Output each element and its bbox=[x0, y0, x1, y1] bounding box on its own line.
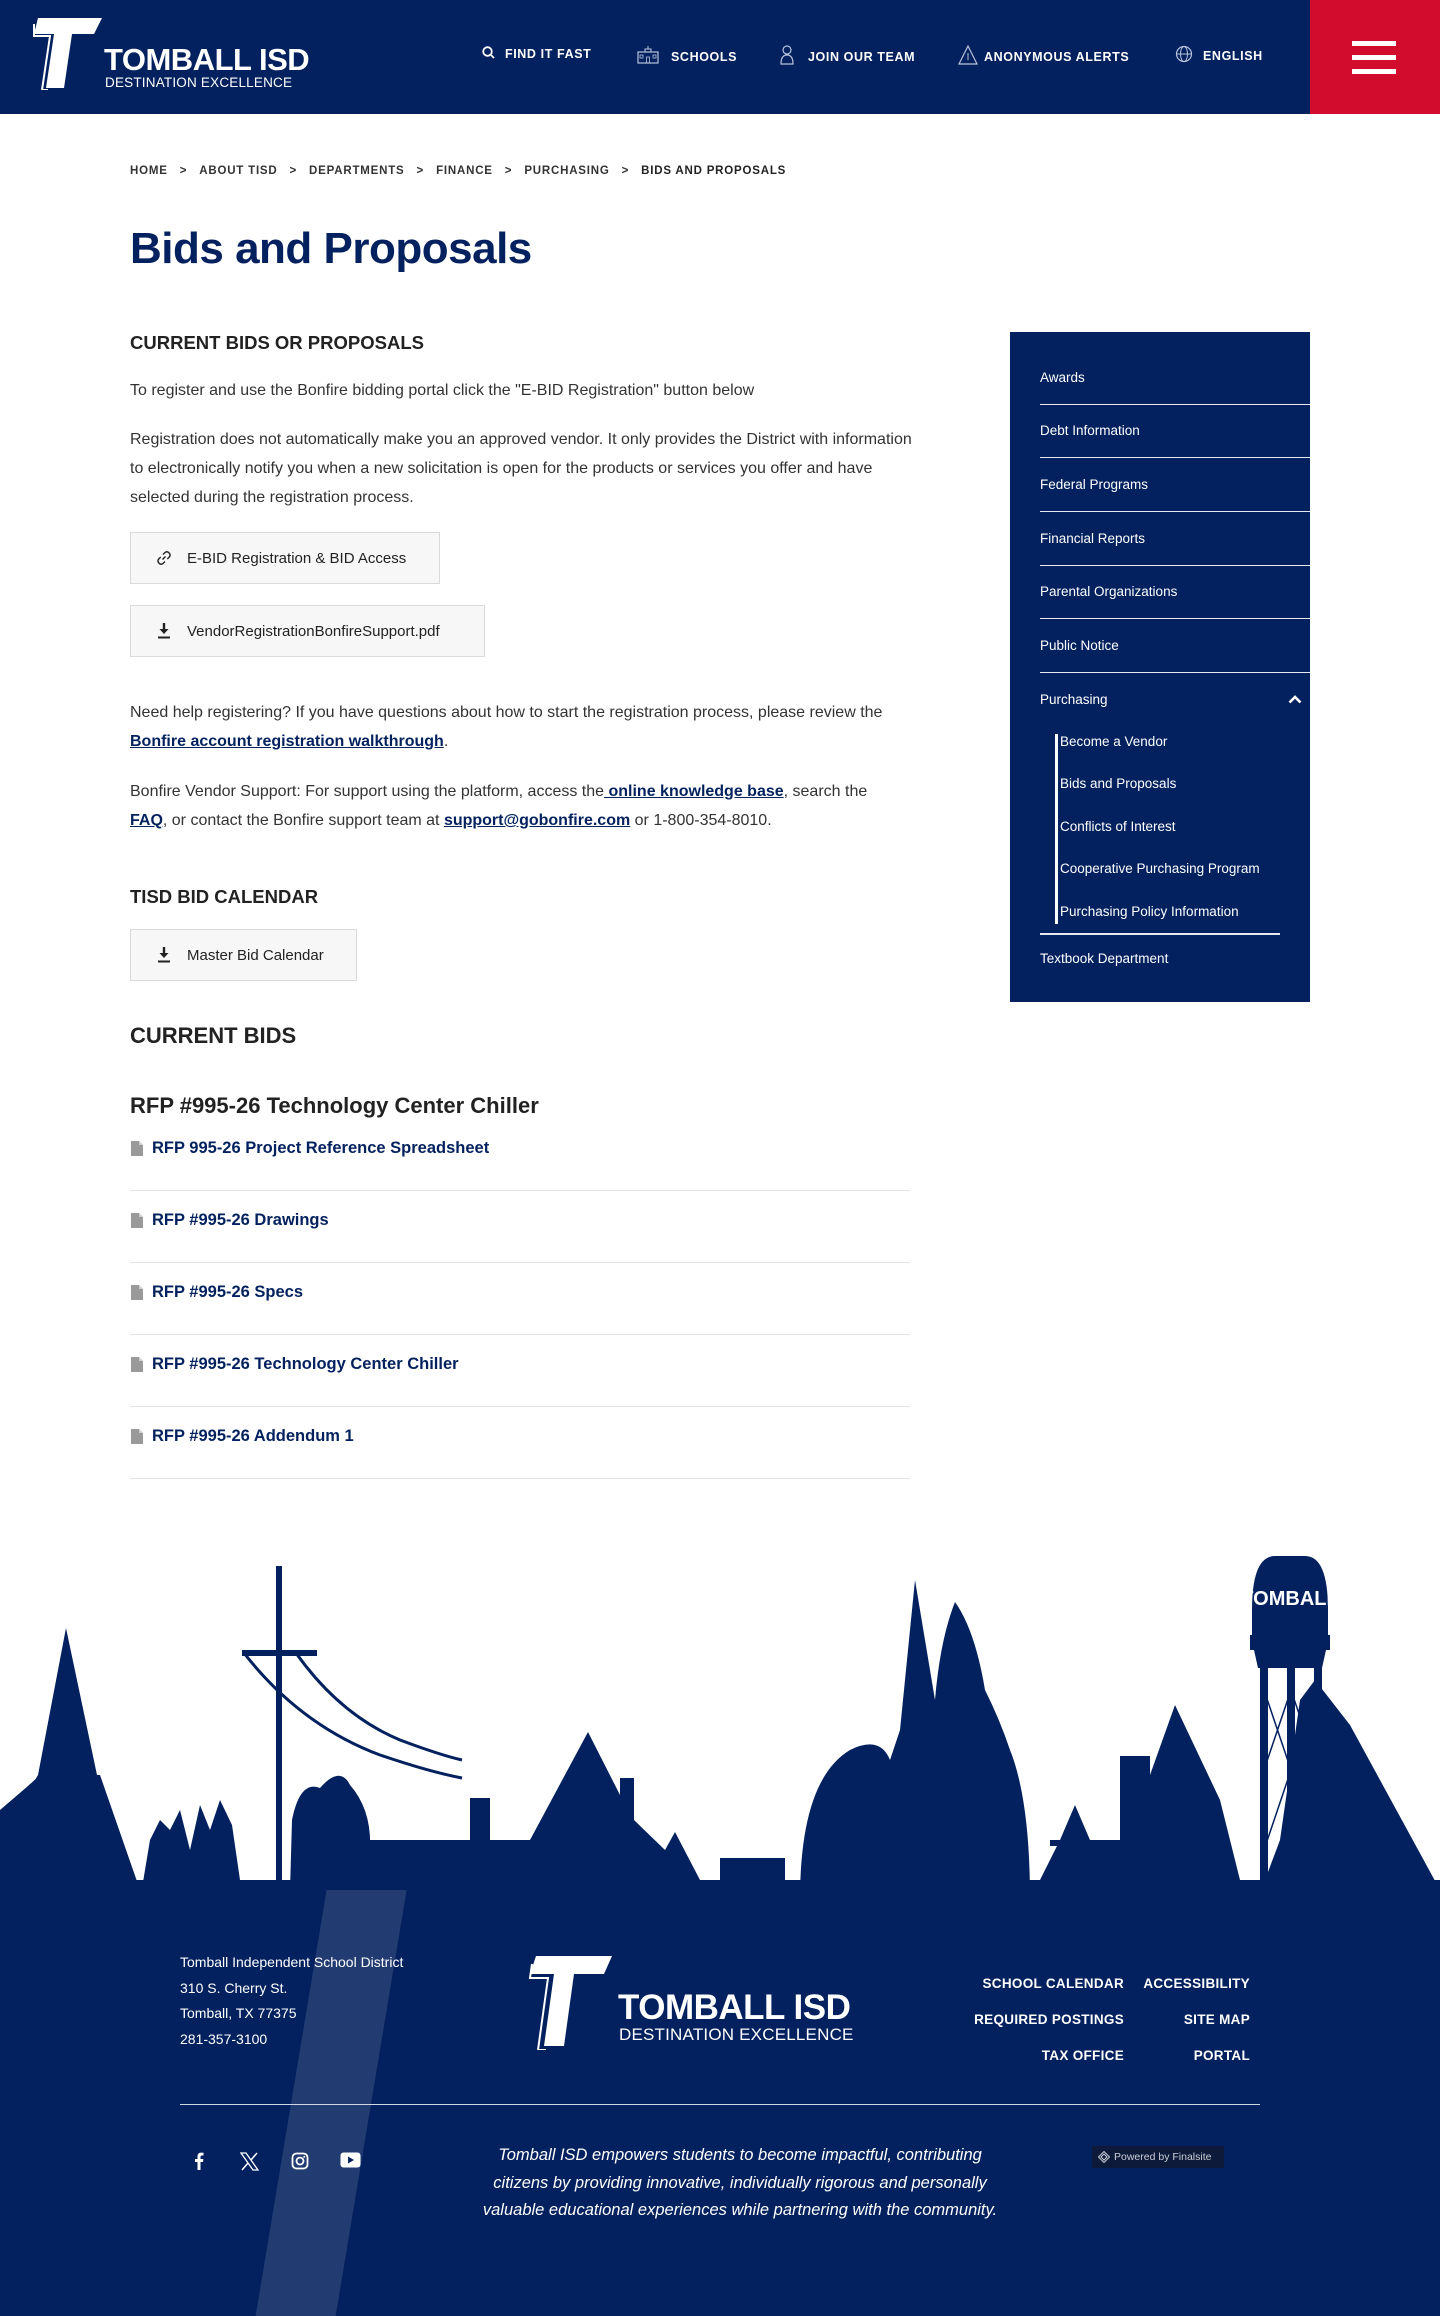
facebook-link[interactable] bbox=[194, 2152, 204, 2170]
current-bids-title: CURRENT BIDS bbox=[130, 1023, 297, 1048]
footer-logo[interactable] bbox=[528, 1954, 888, 2054]
breadcrumb-separator: > bbox=[416, 165, 425, 177]
district-name: Tomball Independent School District bbox=[180, 1954, 404, 1970]
document-icon bbox=[130, 1356, 144, 1373]
document-icon bbox=[130, 1212, 144, 1229]
faq-link[interactable]: FAQ bbox=[130, 812, 163, 829]
document-link[interactable]: RFP #995-26 Drawings bbox=[130, 1211, 329, 1230]
facebook-icon bbox=[194, 2152, 204, 2170]
intro-text: To register and use the Bonfire bidding portal click the "E-BID Registration" button below bbox=[130, 382, 755, 399]
sidebar-item-public-notice[interactable]: Public Notice bbox=[1040, 620, 1310, 673]
footer-divider bbox=[180, 2104, 1260, 2105]
nav-language-english[interactable]: ENGLISH bbox=[1175, 45, 1263, 66]
x-twitter-icon bbox=[240, 2152, 259, 2171]
download-icon bbox=[155, 947, 173, 963]
document-link[interactable]: RFP 995-26 Project Reference Spreadsheet bbox=[130, 1139, 489, 1158]
registration-walkthrough-link[interactable]: Bonfire account registration walkthrough bbox=[130, 733, 444, 750]
sidebar-subitem-conflicts-of-interest[interactable]: Conflicts of Interest bbox=[1060, 819, 1176, 834]
section-sidebar-nav bbox=[1010, 332, 1310, 1002]
phone-link[interactable]: 281-357-3100 bbox=[180, 2030, 268, 2047]
town-skyline-illustration bbox=[0, 1550, 1440, 1900]
master-bid-calendar-button[interactable]: Master Bid Calendar bbox=[130, 929, 357, 981]
sidebar-subitem-bids-and-proposals[interactable]: Bids and Proposals bbox=[1060, 776, 1177, 791]
tomball-t-logo-icon bbox=[528, 1954, 612, 2050]
download-icon bbox=[155, 623, 173, 639]
sidebar-item-financial-reports[interactable]: Financial Reports bbox=[1040, 513, 1310, 566]
chevron-up-icon[interactable] bbox=[1288, 694, 1302, 704]
x-twitter-link[interactable] bbox=[240, 2152, 259, 2171]
sidebar-item-awards[interactable]: Awards bbox=[1040, 352, 1310, 405]
document-link[interactable]: RFP #995-26 Addendum 1 bbox=[130, 1427, 354, 1446]
document-icon bbox=[130, 1284, 144, 1301]
logo-name: TOMBALL ISD bbox=[104, 42, 310, 77]
breadcrumb-separator: > bbox=[179, 165, 188, 177]
logo-tagline: DESTINATION EXCELLENCE bbox=[105, 75, 293, 90]
current-bids-or-proposals-heading: CURRENT BIDS OR PROPOSALS bbox=[130, 332, 424, 353]
ebid-registration-button[interactable]: E-BID Registration & BID Access bbox=[130, 532, 440, 584]
page-title: Bids and Proposals bbox=[130, 224, 532, 273]
footer-link-site-map[interactable]: SITE MAP bbox=[1183, 2012, 1250, 2027]
footer-link-portal[interactable]: PORTAL bbox=[1193, 2048, 1250, 2063]
site-footer bbox=[0, 1890, 1440, 2316]
submenu-indicator-bar bbox=[1055, 734, 1058, 924]
search-icon bbox=[482, 46, 495, 62]
support-text: Bonfire Vendor Support: For support using the platform, access the online knowledge base, search the FAQ, or contact the Bonfire support team at support@gobonfire.com or 1-800-354-8010. bbox=[130, 783, 868, 829]
youtube-link[interactable] bbox=[340, 2152, 361, 2168]
support-email-link[interactable]: support@gobonfire.com bbox=[443, 812, 631, 829]
site-logo[interactable] bbox=[32, 16, 312, 92]
warning-triangle-icon bbox=[958, 45, 978, 68]
instagram-link[interactable] bbox=[291, 2152, 309, 2170]
nav-join-our-team[interactable]: JOIN OUR TEAM bbox=[780, 45, 915, 68]
nav-find-it-fast[interactable]: FIND IT FAST bbox=[482, 46, 591, 62]
menu-button[interactable] bbox=[1310, 0, 1440, 114]
breadcrumb-departments[interactable]: DEPARTMENTS bbox=[309, 165, 405, 177]
breadcrumb-current: BIDS AND PROPOSALS bbox=[641, 165, 787, 177]
water-tower-label: TOMBALL bbox=[1241, 1588, 1339, 1610]
breadcrumb bbox=[130, 165, 786, 177]
powered-by-finalsite-badge[interactable]: Powered by Finalsite bbox=[1092, 2146, 1224, 2168]
document-row bbox=[130, 1119, 910, 1191]
bid-calendar-heading: TISD BID CALENDAR bbox=[130, 886, 319, 907]
document-icon bbox=[130, 1428, 144, 1445]
footer-link-school-calendar[interactable]: SCHOOL CALENDAR bbox=[982, 1976, 1124, 1991]
document-icon bbox=[130, 1140, 144, 1157]
site-header bbox=[0, 0, 1440, 114]
document-row bbox=[130, 1191, 910, 1263]
nav-schools[interactable]: SCHOOLS bbox=[637, 46, 737, 67]
school-building-icon bbox=[637, 46, 659, 67]
sidebar-subitem-become-a-vendor[interactable]: Become a Vendor bbox=[1060, 734, 1168, 749]
document-link[interactable]: RFP #995-26 Specs bbox=[130, 1283, 303, 1302]
youtube-icon bbox=[340, 2152, 361, 2168]
footer-link-tax-office[interactable]: TAX OFFICE bbox=[1041, 2048, 1124, 2063]
sidebar-item-parental-organizations[interactable]: Parental Organizations bbox=[1040, 566, 1310, 619]
globe-icon bbox=[1175, 45, 1193, 66]
footer-logo-name: TOMBALL ISD bbox=[618, 1988, 851, 2027]
document-link[interactable]: RFP #995-26 Technology Center Chiller bbox=[130, 1355, 459, 1374]
vendor-registration-pdf-button[interactable]: VendorRegistrationBonfireSupport.pdf bbox=[130, 605, 485, 657]
street-address: 310 S. Cherry St. bbox=[180, 1979, 288, 1996]
sidebar-item-debt-information[interactable]: Debt Information bbox=[1040, 405, 1310, 458]
city-state-zip: Tomball, TX 77375 bbox=[180, 2005, 297, 2021]
sidebar-subitem-purchasing-policy[interactable]: Purchasing Policy Information bbox=[1060, 904, 1239, 919]
document-row bbox=[130, 1335, 910, 1407]
breadcrumb-separator: > bbox=[621, 165, 630, 177]
sidebar-item-purchasing[interactable]: Purchasing bbox=[1040, 674, 1310, 727]
registration-note: Registration does not automatically make you an approved vendor. It only provides the District with information to electronically notify you when a new solicitation is open for the products or services you offer and have selected during the registration process. bbox=[130, 431, 912, 506]
sidebar-subitem-cooperative-purchasing[interactable]: Cooperative Purchasing Program bbox=[1060, 861, 1260, 876]
district-address bbox=[180, 1950, 403, 2052]
sidebar-item-textbook-department[interactable]: Textbook Department bbox=[1040, 951, 1169, 966]
link-icon bbox=[155, 550, 173, 566]
breadcrumb-home[interactable]: HOME bbox=[130, 165, 168, 177]
rfp-title: RFP #995-26 Technology Center Chiller bbox=[130, 1093, 539, 1118]
person-icon bbox=[780, 45, 794, 68]
nav-anonymous-alerts[interactable]: ANONYMOUS ALERTS bbox=[958, 45, 1129, 68]
instagram-icon bbox=[291, 2152, 309, 2170]
breadcrumb-purchasing[interactable]: PURCHASING bbox=[524, 165, 610, 177]
breadcrumb-separator: > bbox=[504, 165, 513, 177]
breadcrumb-about-tisd[interactable]: ABOUT TISD bbox=[199, 165, 278, 177]
finalsite-logo-icon bbox=[1098, 2151, 1110, 2163]
mission-statement: Tomball ISD empowers students to become impactful, contributing citizens by providing innovative, individually rigorous and personally valuable educational experiences while partnering with the community. bbox=[482, 2146, 998, 2219]
sidebar-item-federal-programs[interactable]: Federal Programs bbox=[1040, 459, 1310, 512]
document-row bbox=[130, 1407, 910, 1479]
knowledge-base-link[interactable]: online knowledge base bbox=[604, 783, 784, 800]
tomball-t-logo-icon bbox=[32, 16, 102, 90]
breadcrumb-separator: > bbox=[289, 165, 298, 177]
footer-link-required-postings[interactable]: REQUIRED POSTINGS bbox=[974, 2012, 1124, 2027]
breadcrumb-finance[interactable]: FINANCE bbox=[436, 165, 493, 177]
document-row bbox=[130, 1263, 910, 1335]
help-text: Need help registering? If you have questions about how to start the registration process, please review the Bonfire account registration walkthrough. bbox=[130, 704, 883, 750]
footer-link-accessibility[interactable]: ACCESSIBILITY bbox=[1143, 1976, 1250, 1991]
footer-logo-tagline: DESTINATION EXCELLENCE bbox=[619, 2025, 854, 2044]
